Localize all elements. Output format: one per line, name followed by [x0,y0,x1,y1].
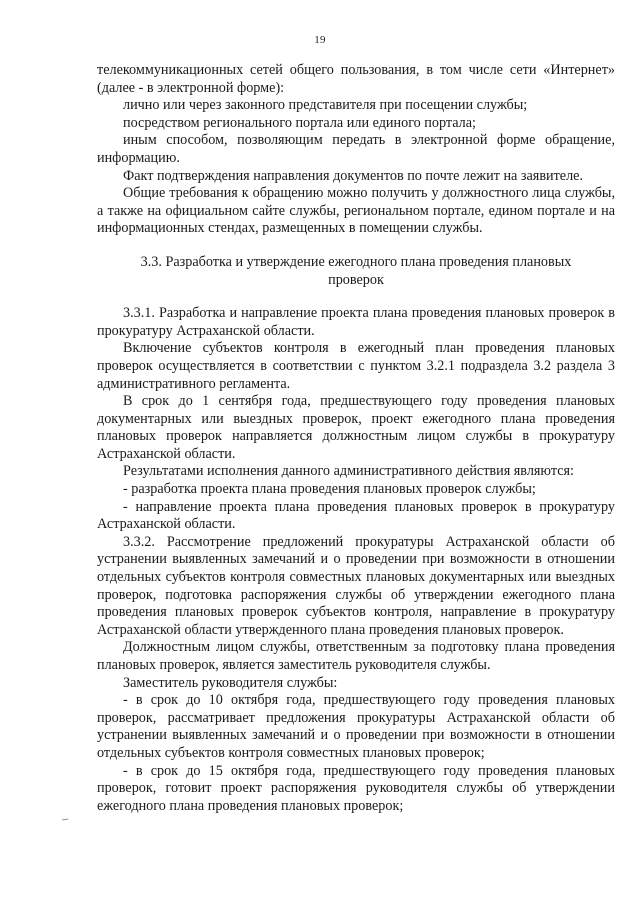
paragraph: Заместитель руководителя службы: [123,674,338,691]
page-number: 19 [314,34,326,46]
paragraph: телекоммуникационных сетей общего пользования, в том числе сети «Интернет» (далее - в электронной форме): [97,62,615,96]
paragraph: Результатами исполнения данного административного действия являются: [123,463,574,480]
paragraph: 3.3.1. Разработка и направление проекта плана проведения плановых проверок в прокуратуру Астраханской области. [97,305,615,339]
paragraph: посредством регионального портала или единого портала; [123,114,477,131]
paragraph: Общие требования к обращению можно получить у должностного лица службы, а также на официальном сайте службы, региональном портале, едином портале и на информационных стендах, размещенных в помещении службы. [97,185,615,237]
paragraph: Включение субъектов контроля в ежегодный план проведения плановых проверок осуществляется в соответствии с пунктом 3.2.1 подраздела 3.2 раздела 3 административного регламента. [97,340,615,392]
paragraph: В срок до 1 сентября года, предшествующего году проведения плановых документарных или выездных проверок, проект ежегодного плана проведения плановых проверок направляется должностным лицом службы в прокуратуру Астраханской области. [97,393,615,462]
margin-mark [62,815,69,821]
paragraph: иным способом, позволяющим передать в электронной форме обращение, информацию. [97,132,615,166]
section-heading: 3.3. Разработка и утверждение ежегодного плана проведения плановых проверок [140,253,572,288]
paragraph: Факт подтверждения направления документов по почте лежит на заявителе. [123,167,584,184]
paragraph: лично или через законного представителя при посещении службы; [123,97,528,114]
list-item: - направление проекта плана проведения плановых проверок в прокуратуру Астраханской области. [97,498,615,533]
paragraph: Должностным лицом службы, ответственным за подготовку плана проведения плановых проверок, является заместитель руководителя службы. [97,639,615,673]
list-item: - разработка проекта плана проведения плановых проверок службы; [123,481,536,498]
paragraph: 3.3.2. Рассмотрение предложений прокуратуры Астраханской области об устранении выявленных замечаний и о проведении при возможности в отношении отдельных субъектов контроля совместных плановых документарных или выездных проверок, подготовка распоряжения службы об утверждении ежегодного плана проведения плановых проверок субъектов контроля, направление в прокуратуру Астраханской области утвержденного плана проведения плановых проверок. [97,533,615,638]
list-item: - в срок до 15 октября года, предшествующего году проведения плановых проверок, готовит проект распоряжения руководителя службы об утверждении ежегодного плана проведения плановых проверок; [97,762,615,814]
document-body [97,62,615,815]
list-item: - в срок до 10 октября года, предшествующего году проведения плановых проверок, рассматривает предложения прокуратуры Астраханской области об устранении выявленных замечаний и о проведении при возможности в отношении отдельных субъектов контроля совместных плановых проверок; [97,692,615,761]
